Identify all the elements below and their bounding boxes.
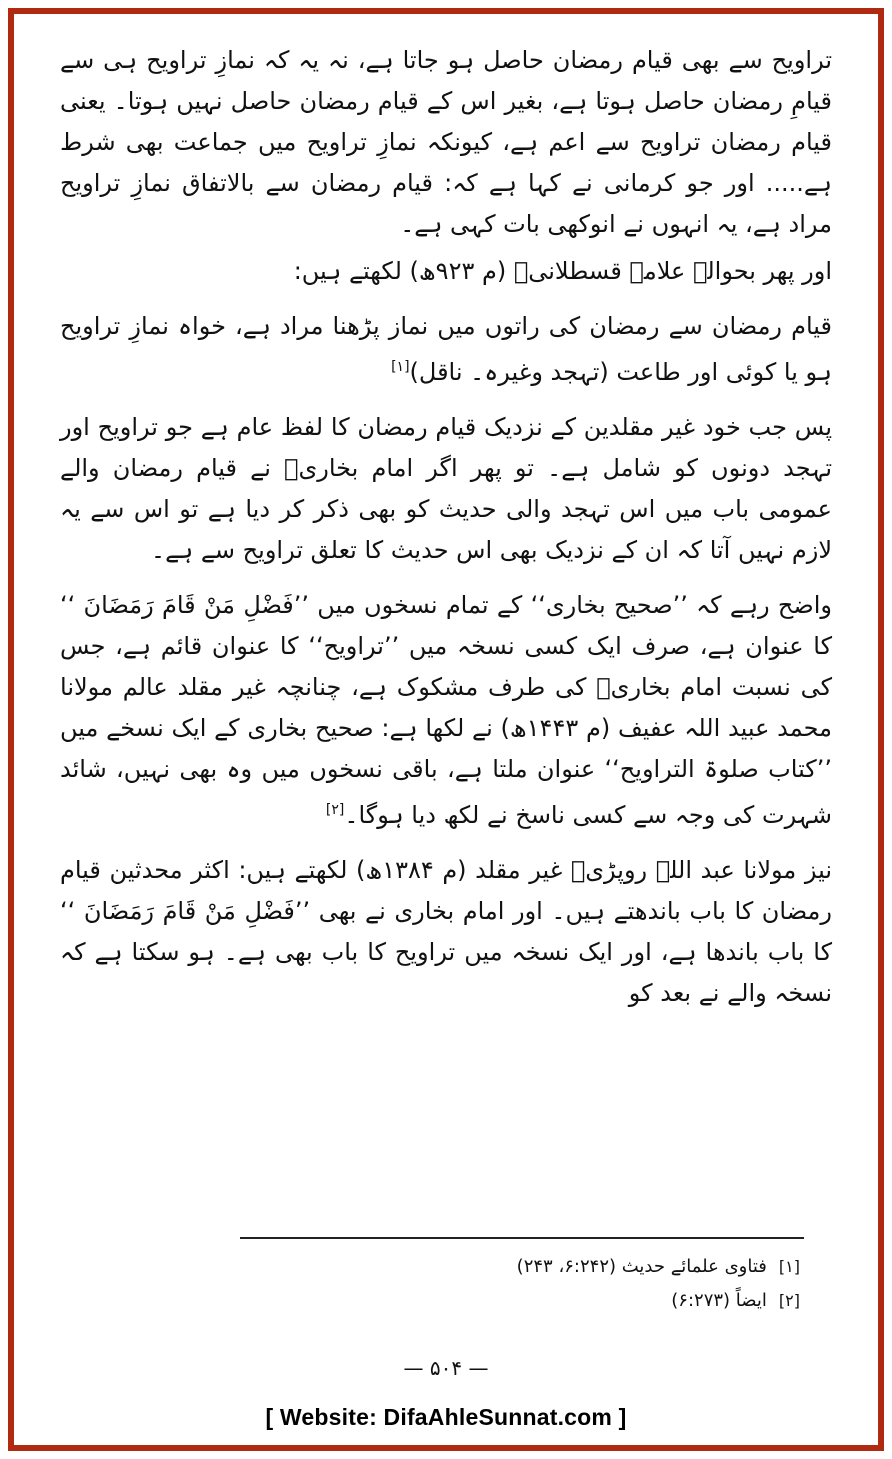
paragraph: نیز مولانا عبد اللہ روپڑیؒ غیر مقلد (م ۱۳۸۴ھ) لکھتے ہیں: اکثر محدثین قیام رمضان کا باب باندھتے ہیں۔ اور امام بخاری نے بھی ’’فَضْلِ مَنْ قَامَ رَمَضَانَ ‘‘ کا باب باندھا ہے، اور ایک نسخہ میں تراویح کا باب بھی ہے۔ ہو سکتا ہے کہ نسخہ والے نے بعد کو <box>60 856 833 1007</box>
paragraph: پس جب خود غیر مقلدین کے نزدیک قیام رمضان کا لفظ عام ہے جو تراویح اور تہجد دونوں کو شامل ہے۔ تو پھر اگر امام بخاریؒ نے قیام رمضان والے عمومی باب میں اس تہجد والی حدیث کو بھی ذکر کر دیا ہے تو اس سے یہ لازم نہیں آتا کہ ان کے نزدیک بھی اس حدیث کا تعلق تراویح سے ہے۔ <box>60 413 832 564</box>
footnote-number: [۱] <box>778 1257 800 1276</box>
footnote-ref: [۱] <box>391 359 410 375</box>
footnote-text: ایضاً (۶:۲۷۳) <box>671 1290 767 1311</box>
paragraph: اور پھر بحوالہ علامہ قسطلانیؒ (م ۹۲۳ھ) لکھتے ہیں: <box>293 257 832 285</box>
paragraph-text: واضح رہے کہ ’’صحیح بخاری‘‘ کے تمام نسخوں میں ’’فَضْلِ مَنْ قَامَ رَمَضَانَ ‘‘ کا عنوان ہے، صرف ایک کسی نسخہ میں ’’تراویح‘‘ کا عنوان قائم ہے، جس کی نسبت امام بخاریؒ کی طرف مشکوک ہے، چنانچہ غیر مقلد عالم مولانا محمد عبید اللہ عفیف (م ۱۴۴۳ھ) نے لکھا ہے: صحیح بخاری کے ایک نسخے میں ’’کتاب صلوۃ التراویح‘‘ عنوان ملتا ہے، باقی نسخوں میں وہ بھی نہیں، شائد شہرت کی وجہ سے کسی ناسخ نے لکھ دیا ہوگا۔ <box>60 591 833 829</box>
page-number: — ۵۰۴ — <box>403 1356 489 1380</box>
quote-paragraph <box>60 306 832 393</box>
quote-text: قیام رمضان سے رمضان کی راتوں میں نماز پڑھنا مراد ہے، خواہ نمازِ تراویح ہو یا کوئی اور طاعت (تہجد وغیرہ۔ ناقل) <box>60 312 832 386</box>
footnote-text: فتاوی علمائے حدیث (۶:۲۴۲، ۲۴۳) <box>516 1256 767 1277</box>
footnote-number: [۲] <box>778 1291 800 1310</box>
paragraph <box>60 585 832 836</box>
footnote <box>60 1250 800 1284</box>
footnote <box>60 1284 800 1318</box>
website-footer: [ Website: DifaAhleSunnat.com ] <box>265 1404 627 1430</box>
footnote-divider <box>240 1237 804 1239</box>
page-body <box>60 40 832 1028</box>
paragraph: تراویح سے بھی قیام رمضان حاصل ہو جاتا ہے، نہ یہ کہ نمازِ تراویح ہی سے قیامِ رمضان حاصل ہوتا ہے، بغیر اس کے قیام رمضان حاصل نہیں ہوتا۔ یعنی قیام رمضان تراویح سے اعم ہے، کیونکہ نمازِ تراویح میں جماعت بھی شرط ہے..... اور جو کرمانی نے کہا ہے کہ: قیام رمضان سے بالاتفاق نمازِ تراویح مراد ہے، یہ انہوں نے انوکھی بات کہی ہے۔ <box>60 46 832 238</box>
footnote-ref: [۲] <box>325 802 345 818</box>
footnotes <box>60 1250 800 1318</box>
